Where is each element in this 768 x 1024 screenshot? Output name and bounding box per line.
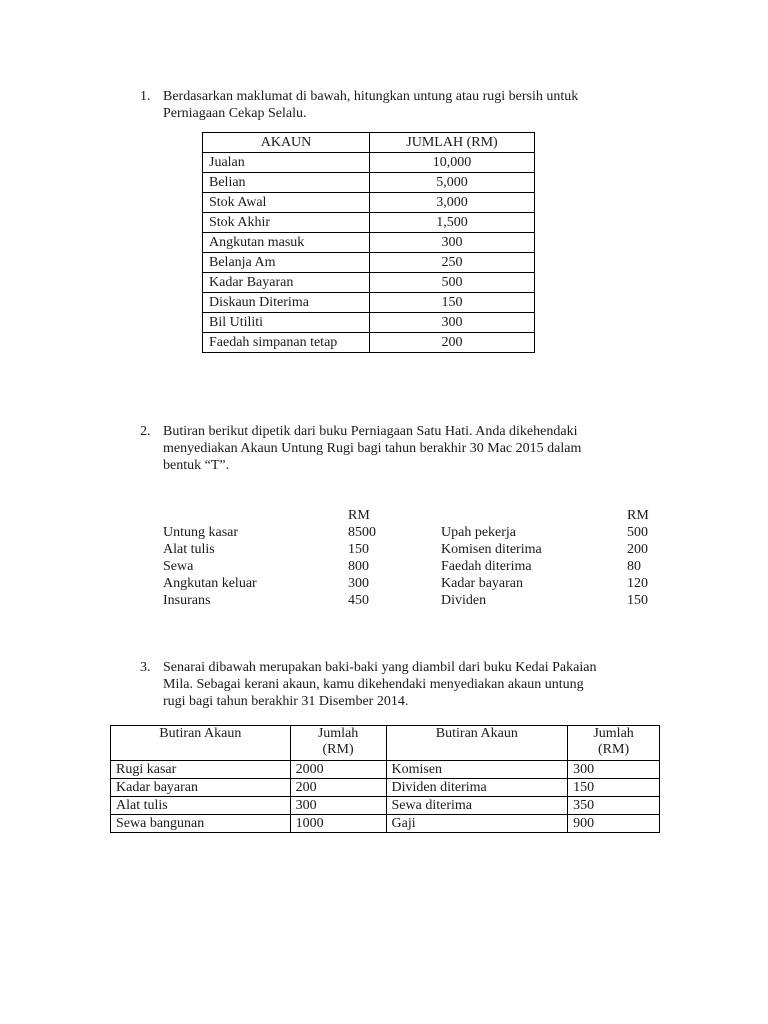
amount-cell: 300 [370,313,535,333]
account-name-cell: Faedah simpanan tetap [203,333,370,353]
account-name-cell: Belanja Am [203,253,370,273]
column-header-jumlah-left [290,726,386,761]
question-3-text [163,659,643,710]
amount-cell: 200 [290,779,386,797]
table-row [203,193,535,213]
question-3-number: 3. [140,660,151,675]
item-name-cell: Alat tulis [111,797,291,815]
item-name-cell: Komisen [386,761,568,779]
list-item-amount: 300 [348,576,369,591]
question-2-line-1: Butiran berikut dipetik dari buku Perniagaan Satu Hati. Anda dikehendaki [163,424,578,439]
amount-cell: 300 [290,797,386,815]
amount-cell: 1,500 [370,213,535,233]
question-1-line-1: Berdasarkan maklumat di bawah, hitungkan untung atau rugi bersih untuk [163,89,579,104]
table-row [111,761,660,779]
list-item-amount: 8500 [348,525,376,540]
amount-cell: 10,000 [370,153,535,173]
list-item-label: Faedah diterima [441,559,532,574]
column-header-butiran-right: Butiran Akaun [386,726,568,761]
list-item-label: Untung kasar [163,525,239,540]
item-name-cell: Kadar bayaran [111,779,291,797]
question-3-line-2: Mila. Sebagai kerani akaun, kamu dikehendaki menyediakan akaun untung [163,677,584,692]
amount-cell: 150 [568,779,660,797]
list-item-amount: 800 [348,559,369,574]
list-item-label: Dividen [441,593,487,608]
question-1-number: 1. [140,89,151,104]
account-name-cell: Diskaun Diterima [203,293,370,313]
table-row [203,253,535,273]
account-name-cell: Stok Awal [203,193,370,213]
rm-unit-label: (RM) [598,742,630,757]
question-3-line-1: Senarai dibawah merupakan baki-baki yang diambil dari buku Kedai Pakaian [163,660,597,675]
column-header-akaun: AKAUN [203,133,370,153]
question-1-line-2: Perniagaan Cekap Selalu. [163,106,307,121]
amount-cell: 300 [370,233,535,253]
item-name-cell: Dividen diterima [386,779,568,797]
table-row [203,153,535,173]
amount-cell: 1000 [290,815,386,833]
list-item-amount: 150 [348,542,369,557]
table-row [111,779,660,797]
question-2-line-3: bentuk “T”. [163,458,230,473]
question-2-number: 2. [140,424,151,439]
list-item-amount: 150 [627,593,648,608]
amount-cell: 900 [568,815,660,833]
balances-table [110,725,660,833]
column-header-butiran-left: Butiran Akaun [111,726,291,761]
account-name-cell: Angkutan masuk [203,233,370,253]
rm-unit-label: (RM) [322,742,354,757]
table-row [203,313,535,333]
table-row [203,273,535,293]
jumlah-label: Jumlah [593,726,634,741]
table-row [203,173,535,193]
amount-cell: 500 [370,273,535,293]
amount-cell: 300 [568,761,660,779]
list-item-label: Angkutan keluar [163,576,257,591]
list-item-label: Sewa [163,559,194,574]
list-item-amount: 120 [627,576,648,591]
rm-header-right: RM [627,508,649,523]
item-name-cell: Sewa bangunan [111,815,291,833]
list-item-amount: 80 [627,559,641,574]
table-row [203,333,535,353]
amount-cell: 5,000 [370,173,535,193]
table-row [111,797,660,815]
question-2-text [163,423,643,474]
list-item-label: Komisen diterima [441,542,542,557]
account-name-cell: Kadar Bayaran [203,273,370,293]
question-1-text [163,88,643,122]
list-item-label: Insurans [163,593,211,608]
amount-cell: 200 [370,333,535,353]
account-name-cell: Stok Akhir [203,213,370,233]
amount-cell: 150 [370,293,535,313]
item-name-cell: Rugi kasar [111,761,291,779]
amount-cell: 350 [568,797,660,815]
question-2-line-2: menyediakan Akaun Untung Rugi bagi tahun berakhir 30 Mac 2015 dalam [163,441,582,456]
column-header-jumlah: JUMLAH (RM) [370,133,535,153]
table-header-row [203,133,535,153]
list-item-label: Kadar bayaran [441,576,524,591]
account-name-cell: Belian [203,173,370,193]
list-item-amount: 200 [627,542,648,557]
list-item-amount: 500 [627,525,648,540]
table-row [203,293,535,313]
item-name-cell: Gaji [386,815,568,833]
rm-header-left: RM [348,508,370,523]
table-header-row [111,726,660,761]
list-item-amount: 450 [348,593,369,608]
amount-cell: 2000 [290,761,386,779]
amount-cell: 3,000 [370,193,535,213]
item-name-cell: Sewa diterima [386,797,568,815]
table-row [203,213,535,233]
jumlah-label: Jumlah [317,726,359,741]
column-header-jumlah-right [568,726,660,761]
account-name-cell: Bil Utiliti [203,313,370,333]
account-name-cell: Jualan [203,153,370,173]
list-item-label: Upah pekerja [441,525,517,540]
list-item-label: Alat tulis [163,542,215,557]
table-row [111,815,660,833]
accounts-table [202,132,535,353]
table-row [203,233,535,253]
amount-cell: 250 [370,253,535,273]
question-3-line-3: rugi bagi tahun berakhir 31 Disember 2014. [163,694,409,709]
